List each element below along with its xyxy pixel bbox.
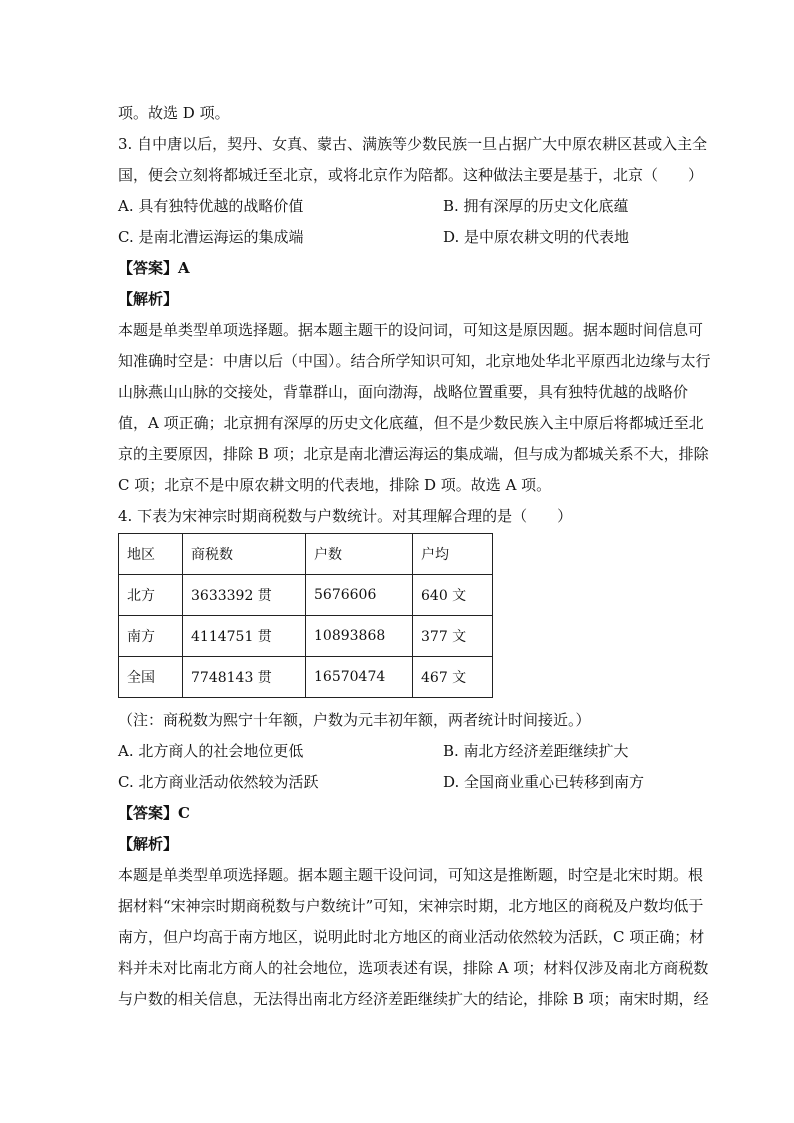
table-cell: 7748143 贯 xyxy=(183,657,306,698)
question-3-options-row xyxy=(118,228,678,246)
table-cell: 467 文 xyxy=(413,657,493,698)
table-cell: 10893868 xyxy=(306,616,413,657)
question-4-answer: 【答案】C xyxy=(118,804,190,822)
table-header-cell: 户均 xyxy=(413,534,493,575)
table-cell: 377 文 xyxy=(413,616,493,657)
question-4-options-row xyxy=(118,742,678,760)
question-3-option-d: D. 是中原农耕文明的代表地 xyxy=(443,228,630,246)
question-3-analysis: 山脉燕山山脉的交接处，背靠群山，面向渤海，战略位置重要，具有独特优越的战略价 xyxy=(118,383,689,401)
table-cell: 16570474 xyxy=(306,657,413,698)
tax-household-table xyxy=(118,533,493,698)
question-4-analysis-label: 【解析】 xyxy=(118,835,179,853)
question-3-option-b: B. 拥有深厚的历史文化底蕴 xyxy=(443,197,629,215)
question-4-analysis: 南方，但户均高于南方地区，说明此时北方地区的商业活动依然较为活跃，C 项正确；材 xyxy=(118,928,705,946)
question-4-stem: 4. 下表为宋神宗时期商税数与户数统计。对其理解合理的是（ ） xyxy=(118,507,573,525)
table-cell: 5676606 xyxy=(306,575,413,616)
question-3-stem: 国，便会立刻将都城迁至北京，或将北京作为陪都。这种做法主要是基于，北京（ ） xyxy=(118,166,704,184)
question-3-option-c: C. 是南北漕运海运的集成端 xyxy=(118,228,304,246)
table-cell: 4114751 贯 xyxy=(183,616,306,657)
question-3-analysis-label: 【解析】 xyxy=(118,290,179,308)
question-4-analysis: 与户数的相关信息，无法得出南北方经济差距继续扩大的结论，排除 B 项；南宋时期，经 xyxy=(118,990,709,1008)
question-3-analysis: 知准确时空是：中唐以后（中国）。结合所学知识可知，北京地处华北平原西北边缘与太行 xyxy=(118,352,711,370)
question-3-stem: 3. 自中唐以后，契丹、女真、蒙古、满族等少数民族一旦占据广大中原农耕区甚或入主全 xyxy=(118,135,708,153)
table-header-row xyxy=(119,534,493,575)
table-note: （注：商税数为熙宁十年额，户数为元丰初年额，两者统计时间接近。） xyxy=(118,711,591,729)
table-cell: 南方 xyxy=(119,616,183,657)
question-3-analysis: 本题是单类型单项选择题。据本题主题干的设问词，可知这是原因题。据本题时间信息可 xyxy=(118,321,704,339)
table-header-cell: 商税数 xyxy=(183,534,306,575)
table-row xyxy=(119,657,493,698)
question-3-analysis: 京的主要原因，排除 B 项；北京是南北漕运海运的集成端，但与成为都城关系不大，排除 xyxy=(118,445,709,463)
table-row xyxy=(119,616,493,657)
question-4-option-b: B. 南北方经济差距继续扩大 xyxy=(443,742,629,760)
question-4-analysis: 本题是单类型单项选择题。据本题主题干设问词，可知这是推断题，时空是北宋时期。根 xyxy=(118,866,704,884)
text-line: 项。故选 D 项。 xyxy=(118,104,230,122)
question-4-option-d: D. 全国商业重心已转移到南方 xyxy=(443,773,645,791)
question-4-analysis: 据材料“宋神宗时期商税数与户数统计”可知，宋神宗时期，北方地区的商税及户数均低于 xyxy=(118,897,704,915)
table-cell: 全国 xyxy=(119,657,183,698)
question-3-options-row xyxy=(118,197,678,215)
table-cell: 640 文 xyxy=(413,575,493,616)
question-4-option-c: C. 北方商业活动依然较为活跃 xyxy=(118,773,319,791)
table-header-cell: 户数 xyxy=(306,534,413,575)
table-cell: 3633392 贯 xyxy=(183,575,306,616)
question-4-analysis: 料并未对比南北方商人的社会地位，选项表述有误，排除 A 项；材料仅涉及南北方商税数 xyxy=(118,959,709,977)
question-3-answer: 【答案】A xyxy=(118,259,190,277)
question-4-option-a: A. 北方商人的社会地位更低 xyxy=(118,742,304,760)
table-row xyxy=(119,575,493,616)
question-3-analysis: 值，A 项正确；北京拥有深厚的历史文化底蕴，但不是少数民族入主中原后将都城迁至北 xyxy=(118,414,704,432)
question-3-analysis: C 项；北京不是中原农耕文明的代表地，排除 D 项。故选 A 项。 xyxy=(118,476,552,494)
question-3-option-a: A. 具有独特优越的战略价值 xyxy=(118,197,304,215)
question-4-options-row xyxy=(118,773,678,791)
table-header-cell: 地区 xyxy=(119,534,183,575)
table-cell: 北方 xyxy=(119,575,183,616)
